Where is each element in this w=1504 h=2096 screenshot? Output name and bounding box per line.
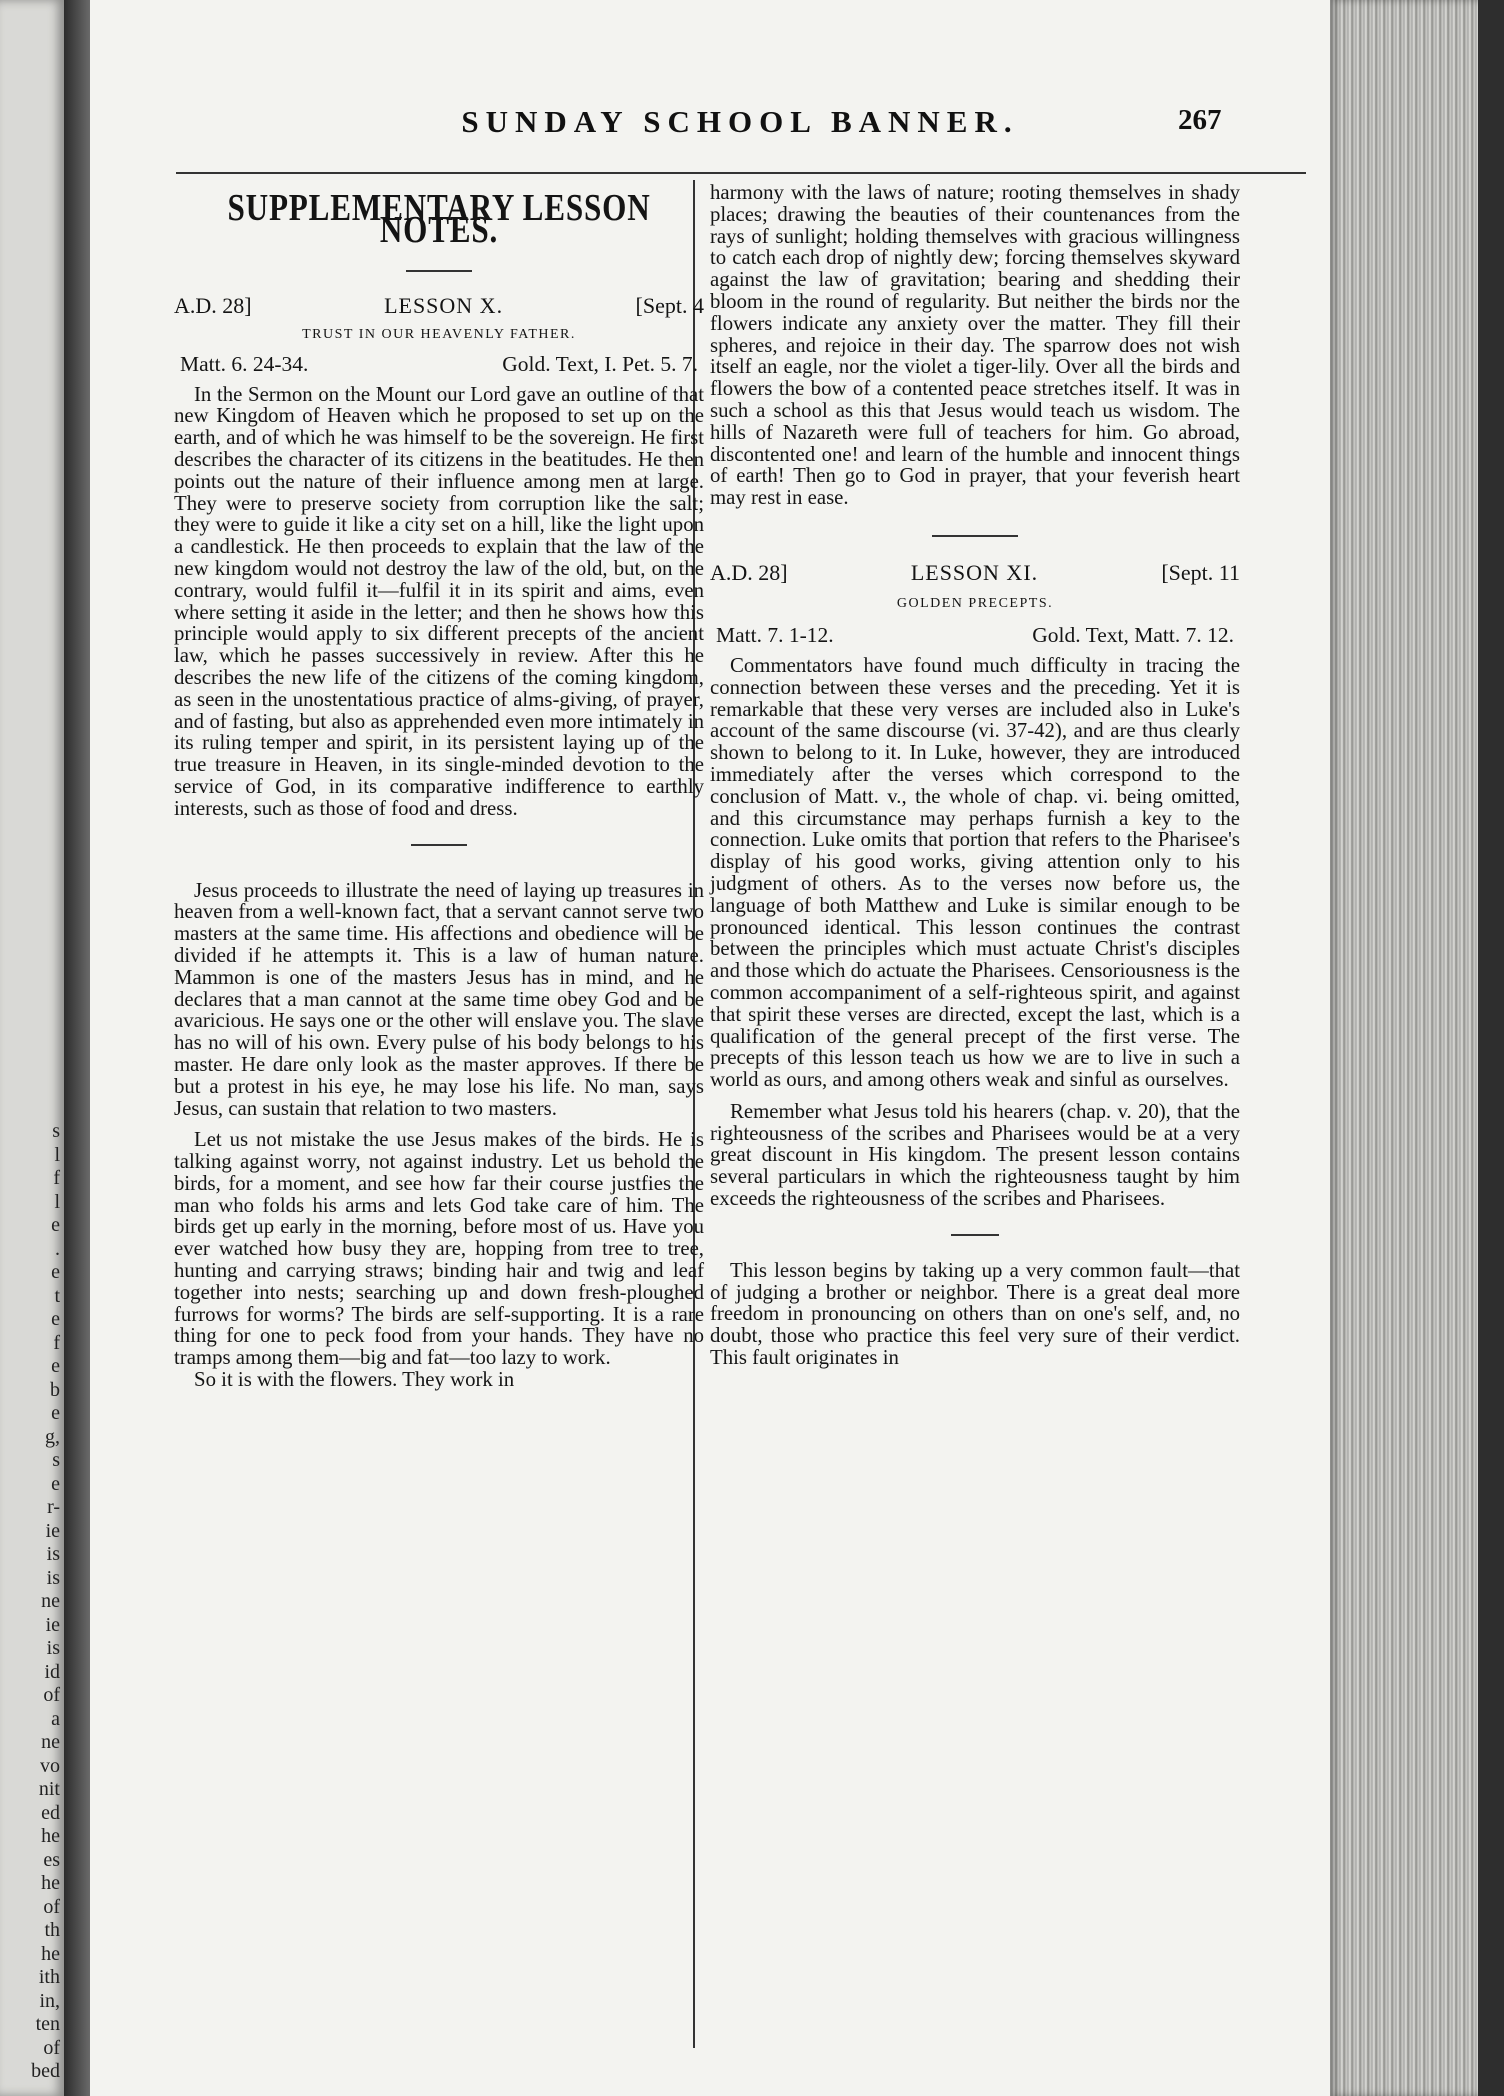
lesson-sept: [Sept. 4 (635, 292, 704, 318)
short-rule (951, 1234, 999, 1236)
facing-page-fragment: ten (35, 2013, 60, 2035)
short-rule (932, 535, 1018, 537)
lesson-title: GOLDEN PRECEPTS. (896, 595, 1054, 611)
facing-page-fragment: bed (31, 2060, 60, 2082)
page-stack-edges (1330, 0, 1504, 2096)
lesson-date: A.D. 28] (710, 559, 788, 585)
facing-page-fragment: of (43, 1684, 60, 1706)
facing-page-fragment: ith (38, 1966, 60, 1988)
facing-page-fragment: a (51, 1707, 60, 1730)
scripture-reference (174, 352, 704, 376)
header-rule (176, 172, 1306, 174)
paragraph: Jesus proceeds to illustrate the need of laying up treasures in heaven from a well-known fact, that a servant cannot serve two masters at the same time. His affections and obedience will be divided if he attempts it. This is a law of human nature. Mammon is one of the masters Jesus has in mind, and he declares that a man cannot at the same time obey God and be avaricious. He says one or the other will enslave you. The slave has no will of his own. Every pulse of his body belongs to his master. He dare only look as the master approves. If there be but a protest in his eye, he may lose his life. No man, says Jesus, can sustain that relation to two masters. (174, 878, 704, 1120)
scripture-passage: Matt. 7. 1-12. (716, 622, 834, 647)
short-rule (406, 270, 472, 272)
book-gutter (64, 0, 90, 2096)
facing-page-fragment: g, (45, 1425, 60, 1448)
scripture-reference (710, 623, 1240, 647)
facing-page-fragment: e (51, 1402, 60, 1424)
facing-page-fragment: s (52, 1449, 60, 1471)
facing-page-fragment: vo (40, 1754, 60, 1777)
facing-page-fragment: is (46, 1566, 60, 1589)
running-title: SUNDAY SCHOOL BANNER. (461, 104, 1019, 139)
short-rule (411, 844, 467, 846)
facing-page-fragment: ie (45, 1613, 60, 1636)
facing-page-fragment: of (43, 2036, 60, 2059)
paragraph: Commentators have found much difficulty in tracing the connection between these verses and the preceding. Yet it is remarkable that these very verses are included also in Luke's account of the same discourse (vi. 37-42), and are thus clearly shown to belong to it. In Luke, however, they are introduced immediately after the verses which correspond to the conclusion of Matt. v., the whole of chap. vi. being omitted, and this circumstance may perhaps furnish a key to the connection. Luke omits that portion that refers to the Pharisee's display of his good works, giving attention only to his judgment of others. As to the verses now before us, the language of both Matthew and Luke is similar enough to be pronounced identical. This lesson continues the contrast between the principles which must actuate Christ's disciples and those which do actuate the Pharisees. Censoriousness is the common accompaniment of a self-righteous spirit, and against that spirit these verses are directed, except the last, which is a qualification of the general precept of the first verse. The precepts of this lesson teach us how we are to live in such a world as ours, and among others weak and sinful as ourselves. (710, 653, 1240, 1092)
facing-page-fragment: ed (41, 1801, 60, 1824)
book-page (90, 0, 1330, 2096)
lesson-xi-line (710, 561, 1240, 585)
paragraph: Remember what Jesus told his hearers (chap. v. 20), that the righteousness of the scribes and Pharisees would be at a very great discount in His kingdom. The present lesson contains several particulars in which the righteousness taught by him exceeds the righteousness of the scribes and Pharisees. (710, 1099, 1240, 1211)
facing-page-fragment: e (51, 1355, 60, 1377)
golden-text: Gold. Text, Matt. 7. 12. (1032, 622, 1234, 647)
lesson-number: LESSON X. (384, 292, 504, 318)
facing-page-fragment: e (51, 1308, 60, 1330)
lesson-date: A.D. 28] (174, 292, 252, 318)
paragraph: This lesson begins by taking up a very common fault—that of judging a brother or neighbor. There is a great deal more freedom in pronouncing on others than on one's self, and, no doubt, those who practice this feel very sure of their verdict. This fault originates in (710, 1258, 1240, 1370)
facing-page-fragment: e (51, 1261, 60, 1283)
facing-page-fragment: f (53, 1331, 60, 1354)
facing-page-fragment: of (43, 1895, 60, 1918)
paragraph: harmony with the laws of nature; rooting themselves in shady places; drawing the beauties of their countenances from the rays of sunlight; holding themselves with gracious willingness to catch each drop of nightly dew; forcing themselves skyward against the law of gravitation; bearing and shedding their bloom in the round of regularity. But neither the birds nor the flowers indicate any anxiety over the matter. They fill their spheres, and rejoice in their day. The sparrow does not wish itself an eagle, nor the violet a tiger-lily. Over all the birds and flowers the bow of a contented peace stretches itself. It was in such a school as this that Jesus would teach us wisdom. The hills of Nazareth were full of teachers for him. Go abroad, discontented one! and learn of the humble and innocent things of earth! Then go to God in prayer, that your feverish heart may rest in ease. (710, 181, 1240, 510)
lesson-title: TRUST IN OUR HEAVENLY FATHER. (302, 326, 576, 342)
facing-page-fragment: . (55, 1237, 60, 1260)
lesson-x-line (174, 294, 704, 318)
facing-page-fragment: t (54, 1284, 60, 1307)
paragraph: Let us not mistake the use Jesus makes of the birds. He is talking against worry, not against industry. Let us behold the birds, for a moment, and see how far their course justfies the man who folds his arms and lets God take care of him. The birds get up early in the morning, before most of us. Have you ever watched how busy they are, hopping from tree to tree, hunting and carrying straws; binding hair and twig and leaf together into nests; searching up and down fresh-ploughed furrows for worms? The birds are self-supporting. It is a rare thing for one to peck food from your hands. They have no tramps among them—big and fat—too lazy to work. (174, 1128, 704, 1370)
paragraph: In the Sermon on the Mount our Lord gave an outline of that new Kingdom of Heaven which he proposed to set up on the earth, and of which he was himself to be the sovereign. He first describes the character of its citizens in the beatitudes. He then points out the nature of their influence among men at large. They were to preserve society from corruption like the salt; they were to guide it like a city set on a hill, like the light upon a candlestick. He then proceeds to explain that the law of the new kingdom would not destroy the law of the old, but, on the contrary, would fulfil it—fulfil it in its spirit and aims, even where setting it aside in the letter; and then he shows how this principle would apply to six different precepts of the ancient law, which he passes successively in review. After this he describes the new life of the citizens of the coming kingdom, as seen in the unostentatious practice of alms-giving, of prayer, and of fasting, but also as apprehended even more intimately in its ruling temper and spirit, in its persistent laying up of the true treasure in Heaven, in its single-minded devotion to the service of God, in its comparative indifference to earthly interests, such as those of food and dress. (174, 382, 704, 820)
page-header (90, 104, 1330, 144)
facing-page-fragment: s (52, 1120, 60, 1142)
facing-page-fragment: ie (45, 1519, 60, 1542)
facing-page-fragment: f (53, 1167, 60, 1189)
facing-page-fragment: nit (38, 1778, 60, 1800)
facing-page-fragment: in, (39, 1989, 60, 2012)
facing-page-fragment: r- (47, 1496, 60, 1518)
facing-page-fragment: ne (41, 1731, 60, 1753)
book-binding (1478, 0, 1504, 2096)
facing-page-fragment: th (44, 1919, 60, 1941)
right-column (710, 182, 1240, 1369)
facing-page-fragment: he (41, 1942, 60, 1965)
facing-page-fragment: es (43, 1848, 60, 1871)
facing-page-fragment: b (50, 1378, 60, 1401)
facing-page-fragment: ne (41, 1590, 60, 1612)
golden-text: Gold. Text, I. Pet. 5. 7. (502, 351, 698, 376)
scripture-passage: Matt. 6. 24-34. (180, 351, 309, 376)
facing-page-fragment: id (44, 1660, 60, 1683)
facing-page-fragment: l (54, 1143, 60, 1166)
facing-page-fragment: l (54, 1190, 60, 1213)
left-column (174, 182, 704, 1391)
facing-page-fragment: is (46, 1637, 60, 1659)
facing-page-edge (0, 0, 64, 2096)
lesson-number: LESSON XI. (910, 559, 1039, 585)
facing-page-fragment: e (51, 1472, 60, 1495)
lesson-sept: [Sept. 11 (1161, 559, 1240, 585)
page-number: 267 (1178, 104, 1222, 136)
facing-page-fragment: e (51, 1214, 60, 1236)
section-heading: SUPPLEMENTARY LESSON NOTES. (227, 187, 651, 251)
paragraph: So it is with the flowers. They work in (194, 1368, 515, 1392)
facing-page-fragment: he (41, 1825, 60, 1847)
facing-page-fragment: he (41, 1872, 60, 1894)
facing-page-fragment: is (46, 1543, 60, 1565)
